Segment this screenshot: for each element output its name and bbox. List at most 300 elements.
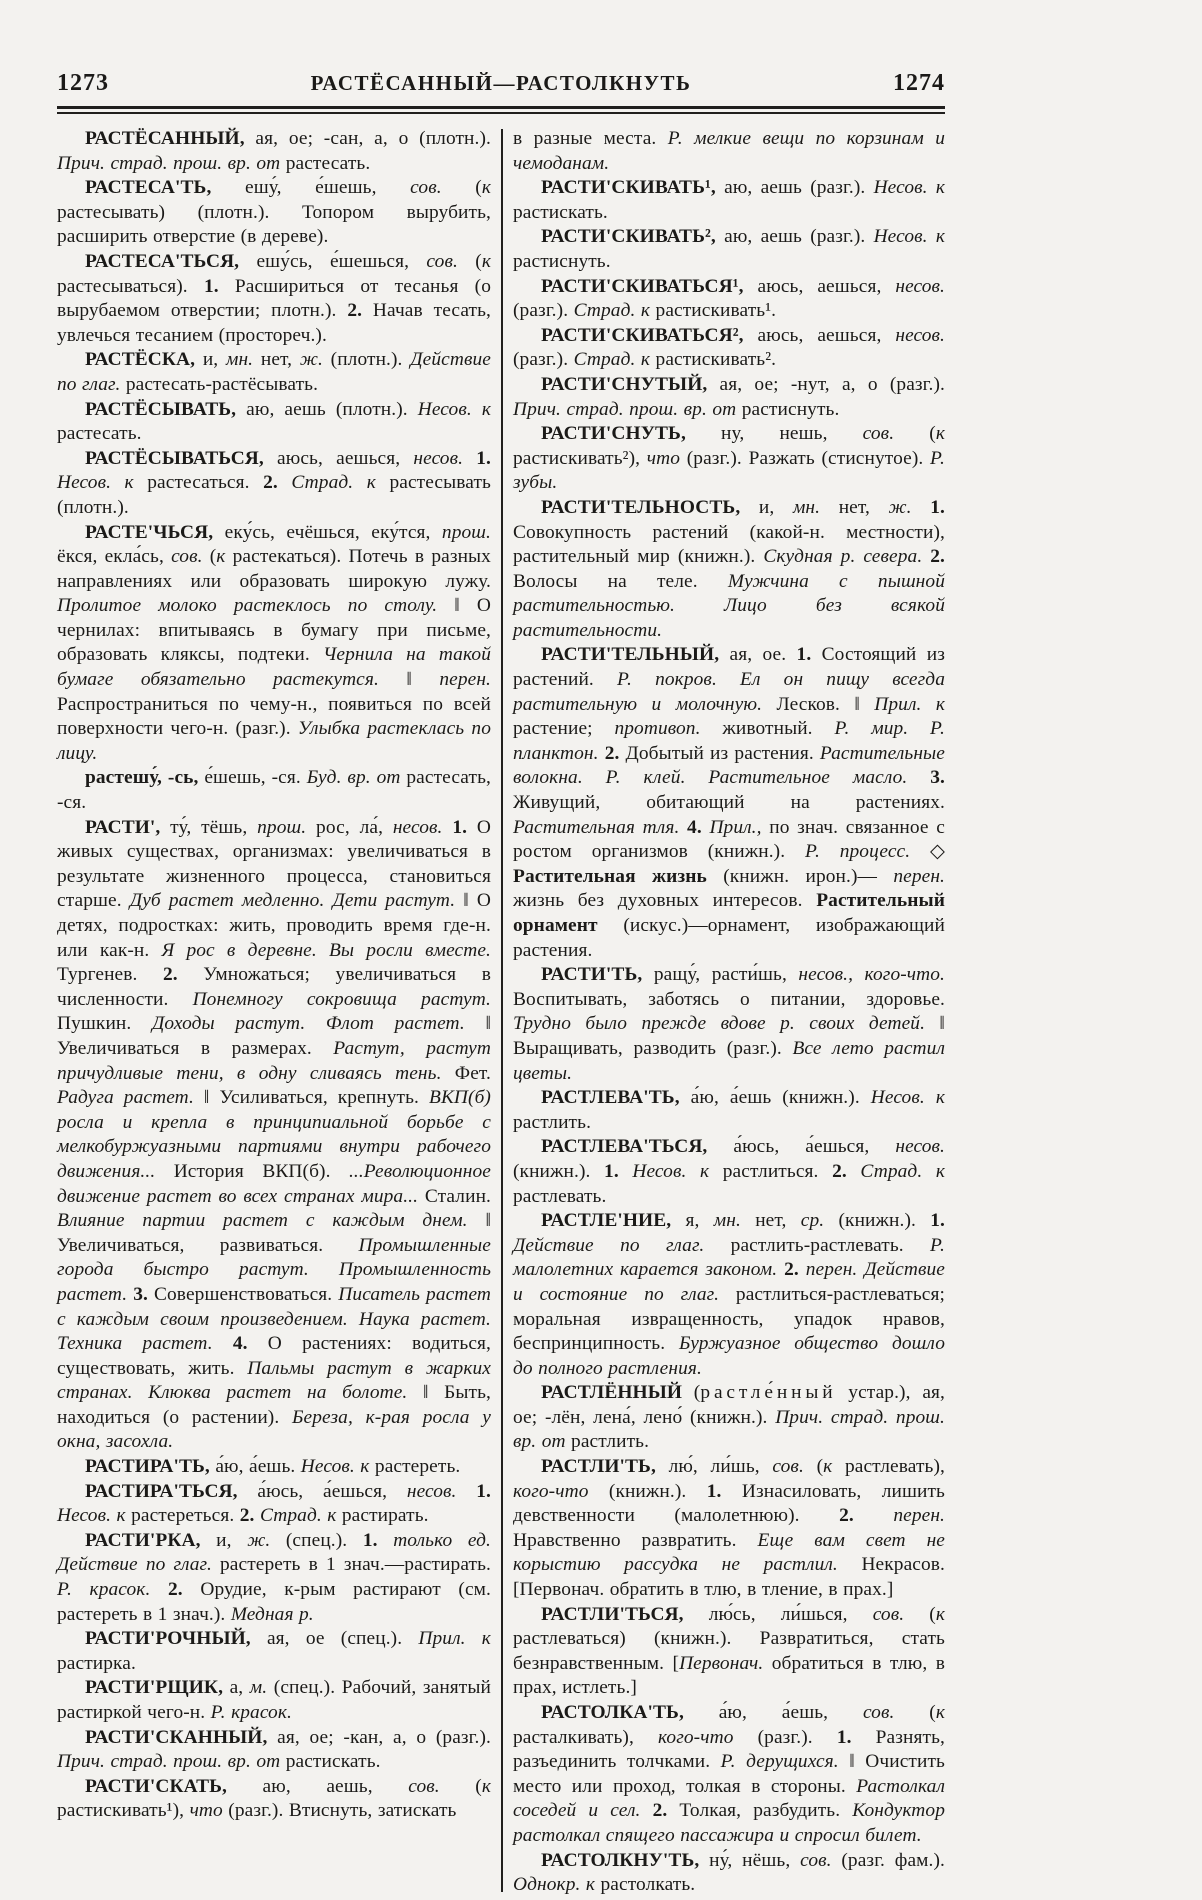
- text-run: ая, ое; -кан, а, о (разг.).: [267, 1726, 491, 1748]
- text-run: ‖ Увеличиваться в размерах.: [57, 1013, 491, 1059]
- text-run: Действие по глаг.: [57, 349, 491, 395]
- dictionary-entry: [57, 348, 491, 397]
- text-run: растле́нный: [700, 1382, 837, 1404]
- dictionary-entry: [513, 225, 945, 274]
- text-run: 2.: [839, 1505, 854, 1527]
- text-run: обратиться в тлю, в прах, истлеть.]: [513, 1652, 945, 1699]
- headword: РАСТИ'ТЬ,: [541, 964, 643, 986]
- dictionary-entry: [513, 643, 945, 963]
- dictionary-entry: [513, 373, 945, 422]
- text-run: Разнять, разъединить толчками.: [513, 1726, 945, 1773]
- text-run: [854, 1505, 893, 1526]
- text-run: несов.: [406, 1480, 457, 1502]
- text-run: Р. дерущихся.: [720, 1751, 839, 1773]
- dictionary-entry: [57, 1627, 491, 1676]
- text-run: Р. процесс.: [804, 841, 911, 863]
- page-number-left: 1273: [57, 70, 109, 96]
- dictionary-entry: [513, 127, 945, 176]
- text-run: (: [457, 250, 482, 272]
- text-run: (книжн.).: [824, 1210, 931, 1232]
- text-run: прош.: [441, 521, 491, 543]
- text-run: мн.: [792, 496, 821, 518]
- text-run: Несов. к: [300, 1456, 370, 1478]
- text-run: Расшириться от тесанья (о вырубаемом отверстии; плотн.).: [57, 275, 491, 322]
- text-run: (: [441, 177, 482, 199]
- headword: РАСТИ'СКИВАТЬСЯ¹,: [541, 275, 744, 297]
- headword: РАСТЛЁННЫЙ: [541, 1382, 683, 1404]
- text-run: Некрасов. [Первонач. обратить в тлю, в тление, в прах.]: [513, 1554, 945, 1601]
- dictionary-entry: [513, 275, 945, 324]
- text-run: кого-что: [658, 1726, 734, 1748]
- text-run: Р. зубы.: [513, 447, 945, 494]
- text-run: несов.: [392, 816, 443, 838]
- text-run: Несов. к: [57, 1505, 126, 1527]
- text-run: растекаться). Потечь в разных направлениях или образовать широкую лужу.: [57, 546, 491, 592]
- text-run: по знач. связанное с ростом организмов (книжн.).: [513, 816, 945, 863]
- headword: РАСТИ'ТЕЛЬНОСТЬ,: [541, 496, 741, 518]
- text-run: аюсь, аешься,: [743, 324, 896, 346]
- text-run: растискивать¹.: [650, 300, 777, 322]
- text-run: ‖ О детях, подростках: жить, проводить время где-н. или как-н.: [57, 890, 491, 961]
- text-run: растирать.: [336, 1505, 429, 1527]
- dictionary-entry: [513, 176, 945, 225]
- headword: РАСТИРА'ТЬ,: [85, 1456, 210, 1478]
- text-run: [213, 1333, 233, 1354]
- headword: РАСТИ'СНУТЬ,: [541, 423, 686, 445]
- text-run: я,: [671, 1210, 714, 1232]
- text-run: только ед. Действие по глаг.: [57, 1529, 491, 1576]
- headword: РАСТЛИ'ТЬ,: [541, 1456, 656, 1478]
- text-run: Растут, растут причудливые тени, в одну сливаясь тень.: [57, 1037, 491, 1084]
- text-run: (: [894, 423, 936, 445]
- page-header: [57, 70, 945, 97]
- text-run: (книжн. ирон.)—: [706, 865, 894, 887]
- dictionary-entry: [57, 176, 491, 250]
- text-run: растлевать.: [513, 1185, 607, 1207]
- dictionary-entry: [513, 496, 945, 644]
- headword: РАСТИ'РЩИК,: [85, 1677, 224, 1699]
- text-run: [457, 1481, 477, 1502]
- text-run: растесать-растёсывать.: [120, 373, 319, 395]
- text-run: а́юсь, а́ешься,: [707, 1136, 896, 1158]
- text-run: Страд. к: [259, 1505, 337, 1527]
- text-run: расталкивать),: [513, 1726, 658, 1748]
- column-divider: [501, 129, 503, 1892]
- text-run: (книжн.).: [588, 1480, 707, 1502]
- text-run: Изнасиловать, лишить девственности (малолетнюю).: [513, 1480, 945, 1527]
- dictionary-entry: [57, 398, 491, 447]
- text-run: аю, аешь (разг.).: [715, 177, 874, 199]
- text-run: Понемногу сокровища растут.: [192, 988, 491, 1010]
- text-run: Несов. к: [873, 226, 945, 248]
- headword: РАСТЁСЫВАТЬСЯ,: [85, 447, 264, 469]
- text-run: ту́, тёшь,: [160, 816, 258, 838]
- text-run: сов.: [426, 250, 458, 272]
- text-run: (: [894, 1702, 936, 1723]
- page-number-right: 1274: [893, 70, 945, 96]
- text-run: Толкая, разбудить.: [667, 1800, 853, 1822]
- text-run: и,: [195, 349, 226, 371]
- dictionary-entry: [513, 1455, 945, 1603]
- text-run: аю, аешь,: [226, 1775, 409, 1797]
- headword: РАСТЕ'ЧЬСЯ,: [85, 521, 214, 543]
- text-run: [442, 817, 452, 838]
- text-run: 1.: [452, 816, 468, 838]
- text-run: Пролитое молоко растеклось по столу.: [57, 595, 438, 617]
- text-run: (разг.). Разжать (стиснутое).: [680, 447, 931, 469]
- text-run: 2.: [347, 300, 363, 322]
- text-run: ‖ О чернилах: впитываясь в бумагу при письме, образовать кляксы, подтеки.: [57, 595, 491, 666]
- text-run: 1.: [476, 1480, 492, 1502]
- text-run: Несов. к: [417, 398, 491, 420]
- text-run: растискать.: [280, 1751, 381, 1773]
- text-run: ёкся, екла́сь,: [57, 546, 172, 568]
- text-run: Растительная жизнь: [513, 865, 707, 887]
- text-run: к: [481, 177, 492, 199]
- text-run: (: [803, 1456, 824, 1478]
- text-run: нет,: [253, 349, 300, 371]
- text-run: Медная р.: [230, 1603, 314, 1625]
- headword: РАСТИ'СКИВАТЬСЯ²,: [541, 324, 744, 346]
- dictionary-entry: [57, 1775, 491, 1824]
- headword: РАСТЕСА'ТЬ,: [85, 177, 212, 199]
- text-run: Кондуктор растолкал спящего пассажира и спросил билет.: [513, 1800, 945, 1846]
- text-run: мн.: [713, 1210, 741, 1232]
- headword: РАСТЁСАННЫЙ,: [85, 128, 245, 149]
- text-run: противоп.: [614, 718, 701, 740]
- text-run: лю́, ли́шь,: [655, 1456, 773, 1478]
- text-run: [847, 1161, 861, 1182]
- text-run: к: [481, 250, 491, 272]
- text-run: аю, аешь (разг.).: [715, 226, 874, 248]
- headword: РАСТИРА'ТЬСЯ,: [85, 1480, 238, 1502]
- dictionary-entry: [513, 1849, 945, 1898]
- text-run: растискивать¹),: [57, 1800, 190, 1822]
- text-run: (: [439, 1775, 482, 1797]
- text-run: мн.: [225, 349, 254, 371]
- text-run: Влияние партии растет с каждым днем.: [57, 1210, 468, 1232]
- text-run: О живых существах, организмах: увеличиваться в результате жизненного процесса, становиться старше.: [57, 816, 491, 912]
- headword: РАСТЛИ'ТЬСЯ,: [541, 1603, 684, 1625]
- text-run: растлиться.: [709, 1160, 833, 1182]
- dictionary-entry: [57, 127, 491, 176]
- text-run: 2.: [652, 1800, 668, 1822]
- text-run: Несов. к: [870, 1087, 945, 1109]
- text-run: Прил.,: [709, 816, 762, 838]
- text-run: Сталин.: [418, 1185, 491, 1207]
- text-run: а,: [223, 1677, 250, 1699]
- text-run: ешу́сь, е́шешься,: [239, 250, 427, 272]
- text-run: [799, 1259, 806, 1280]
- text-run: 1.: [836, 1726, 852, 1748]
- text-run: (книжн.).: [513, 1160, 605, 1182]
- text-run: ая, ое.: [719, 644, 797, 666]
- text-run: нет,: [740, 1210, 801, 1232]
- text-run: сов.: [862, 1702, 895, 1723]
- text-run: [150, 1579, 168, 1600]
- text-run: 3.: [930, 767, 946, 789]
- text-run: к: [935, 1702, 945, 1723]
- text-run: несов.: [895, 275, 945, 297]
- dictionary-entry: [513, 422, 945, 496]
- text-run: и,: [740, 496, 793, 518]
- text-run: 2.: [784, 1259, 799, 1281]
- text-run: ‖: [378, 669, 440, 691]
- text-run: Умножаться; увеличиваться в численности.: [57, 964, 491, 1010]
- text-run: (: [202, 546, 217, 568]
- text-run: а́ю, а́ешь (книжн.).: [679, 1087, 871, 1109]
- text-run: и,: [200, 1529, 248, 1551]
- text-run: Чернила на такой бумаге обязательно растекутся.: [57, 644, 491, 691]
- text-run: рос, ла́,: [306, 816, 393, 838]
- text-run: сов.: [862, 423, 895, 445]
- text-run: Радуга растет.: [57, 1087, 194, 1109]
- text-run: 2.: [263, 472, 278, 494]
- dictionary-entry: [513, 963, 945, 1086]
- text-run: (: [904, 1603, 936, 1625]
- text-run: растесываться).: [57, 275, 204, 297]
- text-run: [463, 448, 476, 469]
- headword: РАСТИ',: [85, 816, 161, 838]
- text-run: 2.: [168, 1579, 183, 1601]
- text-run: ж.: [888, 496, 912, 518]
- text-run: несов., кого-что.: [798, 964, 945, 986]
- text-run: сов.: [171, 546, 203, 568]
- text-run: ж.: [299, 349, 323, 371]
- text-run: Скудная р. севера.: [763, 546, 923, 568]
- headword: растешу́, -сь,: [85, 767, 199, 789]
- text-run: перен.: [893, 865, 945, 887]
- text-run: 4.: [232, 1333, 248, 1355]
- text-run: Прил. к: [874, 693, 945, 715]
- text-run: Страд. к: [291, 472, 376, 494]
- text-run: растискать.: [513, 201, 608, 223]
- text-run: что: [189, 1800, 223, 1822]
- text-run: 2.: [239, 1505, 255, 1527]
- text-run: Буд. вр. от: [306, 767, 401, 789]
- text-run: Несов. к: [57, 472, 134, 494]
- text-run: ‖ Быть, находиться (о растении).: [57, 1382, 491, 1428]
- text-run: растение;: [513, 718, 615, 740]
- text-run: Страд. к: [573, 349, 651, 371]
- text-run: Страд. к: [860, 1160, 946, 1182]
- text-run: Р. красок.: [57, 1579, 151, 1601]
- text-run: Промышленные города быстро растут. Промышленность растет.: [57, 1234, 491, 1305]
- text-run: аюсь, аешься,: [263, 447, 414, 469]
- text-run: Первонач.: [679, 1652, 764, 1674]
- text-run: устар.), ая, ое; -лён, лена́, лено́ (книжн.).: [513, 1382, 945, 1428]
- text-run: сов.: [408, 1775, 440, 1797]
- text-run: Совершенствоваться.: [147, 1283, 339, 1305]
- headword: РАСТИ'СНУТЫЙ,: [541, 373, 708, 395]
- headword: РАСТЛЕВА'ТЬСЯ,: [541, 1136, 708, 1158]
- text-run: Доходы растут. Флот растет.: [152, 1013, 465, 1035]
- headword: РАСТОЛКНУ'ТЬ,: [541, 1849, 700, 1871]
- text-run: Все лето растил цветы.: [513, 1037, 946, 1084]
- text-run: 1.: [706, 1480, 722, 1502]
- text-run: еку́сь, ечёшься, еку́тся,: [213, 521, 442, 543]
- text-run: Прич. страд. прош. вр. от: [57, 1751, 281, 1773]
- text-run: Растительные волокна. Р. клей. Растительное масло.: [513, 742, 945, 789]
- text-run: Дуб растет медленно. Дети растут.: [129, 890, 456, 912]
- text-run: ‖ Усиливаться, крепнуть.: [193, 1087, 429, 1109]
- text-run: к: [935, 423, 945, 445]
- text-run: 2.: [930, 546, 945, 568]
- headword: РАСТЁСЫВАТЬ,: [85, 398, 237, 420]
- text-run: ая, ое; -сан, а, о (плотн.).: [244, 128, 491, 149]
- text-run: Страд. к: [573, 300, 651, 322]
- text-run: растесывать (плотн.).: [57, 472, 491, 518]
- text-run: 1.: [930, 1210, 945, 1232]
- text-run: Нравственно развратить.: [513, 1529, 758, 1551]
- text-run: 1.: [203, 275, 219, 297]
- column-right: [513, 127, 945, 1898]
- text-run: растереться.: [125, 1505, 240, 1527]
- text-run: ‖ Очистить место или проход, толкая в стороны.: [513, 1751, 945, 1797]
- text-run: 1.: [796, 644, 812, 666]
- text-run: к: [935, 1603, 945, 1625]
- text-run: растискивать²),: [513, 447, 647, 469]
- running-head: РАСТЁСАННЫЙ—РАСТОЛКНУТЬ: [310, 71, 692, 95]
- dictionary-entry: [57, 1676, 491, 1725]
- text-run: (: [682, 1382, 701, 1404]
- headword: РАСТОЛКА'ТЬ,: [541, 1702, 684, 1723]
- text-run: растискивать².: [650, 349, 777, 371]
- text-run: (спец.). Рабочий, занятый растиркой чего-н.: [57, 1677, 491, 1723]
- text-run: к: [481, 1775, 492, 1797]
- text-run: растлиться-растлеваться; моральная извращенность, упадок нравов, беспринципность.: [513, 1283, 945, 1355]
- text-run: в разные места.: [513, 128, 668, 149]
- text-run: перен.: [893, 1505, 945, 1527]
- dictionary-entry: [513, 1701, 945, 1849]
- text-run: Совокупность растений (какой-н. местности), растительный мир (книжн.).: [513, 521, 945, 568]
- text-run: Воспитывать, заботясь о питании, здоровье.: [513, 988, 945, 1010]
- text-run: (плотн.).: [322, 349, 411, 371]
- text-run: Улыбка растеклась по лицу.: [57, 718, 491, 764]
- headword: РАСТИ'СКИВАТЬ²,: [541, 226, 716, 248]
- text-run: Р. покров. Ел он пищу всегда растительную и молочную.: [513, 669, 945, 715]
- text-run: ◇: [910, 841, 945, 863]
- text-run: Р. мир. Р. планктон.: [513, 718, 946, 764]
- text-run: История ВКП(б).: [155, 1160, 349, 1182]
- text-run: несов.: [413, 447, 464, 469]
- text-run: Прич. страд. прош. вр. от: [57, 152, 281, 174]
- text-run: кого-что: [513, 1480, 589, 1502]
- text-run: перен. Действие и состояние по глаг.: [513, 1259, 945, 1305]
- text-run: Добытый из растения.: [619, 742, 820, 764]
- text-run: ж.: [247, 1529, 271, 1551]
- text-run: Береза, к-рая росла у окна, засохла.: [57, 1406, 491, 1453]
- text-run: ая, ое; -нут, а, о (разг.).: [707, 373, 945, 395]
- headword: РАСТЛЕВА'ТЬ,: [541, 1087, 680, 1109]
- text-run: ср.: [800, 1210, 825, 1232]
- headword: РАСТИ'РОЧНЫЙ,: [85, 1628, 251, 1650]
- dictionary-entry: [57, 766, 491, 815]
- text-run: Пальмы растут в жарких странах. Клюква растет на болоте.: [57, 1357, 491, 1404]
- text-run: растесаться.: [133, 472, 264, 494]
- text-run: аюсь, аешься,: [743, 275, 896, 297]
- dictionary-entry: [57, 1480, 491, 1529]
- dictionary-entry: [57, 1726, 491, 1775]
- text-run: растереть.: [369, 1456, 461, 1478]
- text-run: сов.: [772, 1456, 804, 1478]
- text-run: Состоящий из растений.: [513, 644, 945, 691]
- dictionary-entry: [57, 1529, 491, 1627]
- text-run: Пушкин.: [57, 1013, 152, 1035]
- text-run: О растениях: водиться, существовать, жить.: [57, 1333, 491, 1379]
- dictionary-page: [57, 0, 945, 1898]
- dictionary-entry: [57, 816, 491, 1455]
- headword: РАСТЛЕ'НИЕ,: [541, 1210, 672, 1232]
- text-run: 1.: [476, 447, 492, 469]
- text-run: Растительная тля.: [513, 816, 680, 838]
- text-run: (искус.)—орнамент, изображающий растения.: [513, 915, 945, 961]
- text-run: что: [646, 447, 681, 469]
- text-run: (разг. фам.).: [831, 1849, 945, 1871]
- text-run: (разг.).: [733, 1726, 837, 1748]
- text-run: а́ю, а́ешь,: [683, 1702, 863, 1723]
- dictionary-entry: [513, 1086, 945, 1135]
- text-run: жизнь без духовных интересов.: [513, 890, 817, 912]
- text-run: Прил. к: [418, 1628, 491, 1650]
- dictionary-entry: [57, 1455, 491, 1480]
- dictionary-entry: [57, 521, 491, 767]
- dictionary-entry: [513, 1603, 945, 1701]
- text-run: растиснуть.: [736, 398, 840, 420]
- text-run: перен.: [439, 669, 491, 691]
- text-run: Буржуазное общество дошло до полного растления.: [513, 1333, 945, 1379]
- text-run: растлить.: [513, 1111, 592, 1133]
- text-run: ...Революционное движение растет во всех странах мира...: [57, 1160, 491, 1207]
- dictionary-entry: [513, 324, 945, 373]
- headword: РАСТИ'РКА,: [85, 1529, 201, 1551]
- dictionary-entry: [57, 250, 491, 348]
- text-run: 2.: [163, 964, 178, 986]
- text-run: растирка.: [57, 1652, 136, 1674]
- text-run: Фет.: [441, 1062, 491, 1084]
- text-run: ВКП(б) росла и крепла в принципиальной борьбе с мелкобуржуазными партиями внутри рабочего движения...: [57, 1087, 491, 1182]
- text-run: сов.: [410, 177, 442, 199]
- text-run: (разг.).: [513, 300, 574, 322]
- dictionary-entry: [513, 1381, 945, 1455]
- text-run: 1.: [930, 496, 945, 518]
- text-run: растесать.: [57, 423, 142, 445]
- text-run: растлевать),: [832, 1456, 945, 1478]
- text-run: Распространиться по чему-н., появиться по всей поверхности чего-н. (разг.).: [57, 693, 491, 740]
- headword: РАСТИ'ТЕЛЬНЫЙ,: [541, 644, 720, 666]
- text-run: ну, нешь,: [685, 423, 863, 445]
- text-run: Орудие, к-рым растирают (см. растереть в 1 знач.).: [57, 1579, 491, 1625]
- column-left: [57, 127, 491, 1898]
- text-run: Трудно было прежде вдове р. своих детей.: [513, 1013, 926, 1035]
- text-run: Несов. к: [632, 1160, 710, 1182]
- text-run: [912, 497, 931, 518]
- headword: РАСТИ'СКИВАТЬ¹,: [541, 177, 716, 199]
- text-run: Растолкал соседей и сел.: [513, 1775, 945, 1822]
- text-run: растесать.: [280, 152, 371, 174]
- text-run: несов.: [895, 324, 945, 346]
- text-run: растесывать) (плотн.). Топором вырубить, расширить отверстие (в дереве).: [57, 201, 491, 248]
- text-run: а́ю, а́ешь.: [209, 1456, 301, 1478]
- dictionary-entry: [513, 1135, 945, 1209]
- headword: РАСТИ'СКАННЫЙ,: [85, 1726, 268, 1748]
- text-run: животный.: [700, 718, 835, 740]
- text-run: Писатель растет с каждым своим произведением. Наука растет. Техника растет.: [57, 1283, 491, 1355]
- text-run: Живущий, обитающий на растениях.: [513, 792, 945, 814]
- text-run: Я рос в деревне. Вы росли вместе.: [161, 939, 491, 961]
- text-run: несов.: [895, 1136, 945, 1158]
- header-rule: [57, 106, 945, 114]
